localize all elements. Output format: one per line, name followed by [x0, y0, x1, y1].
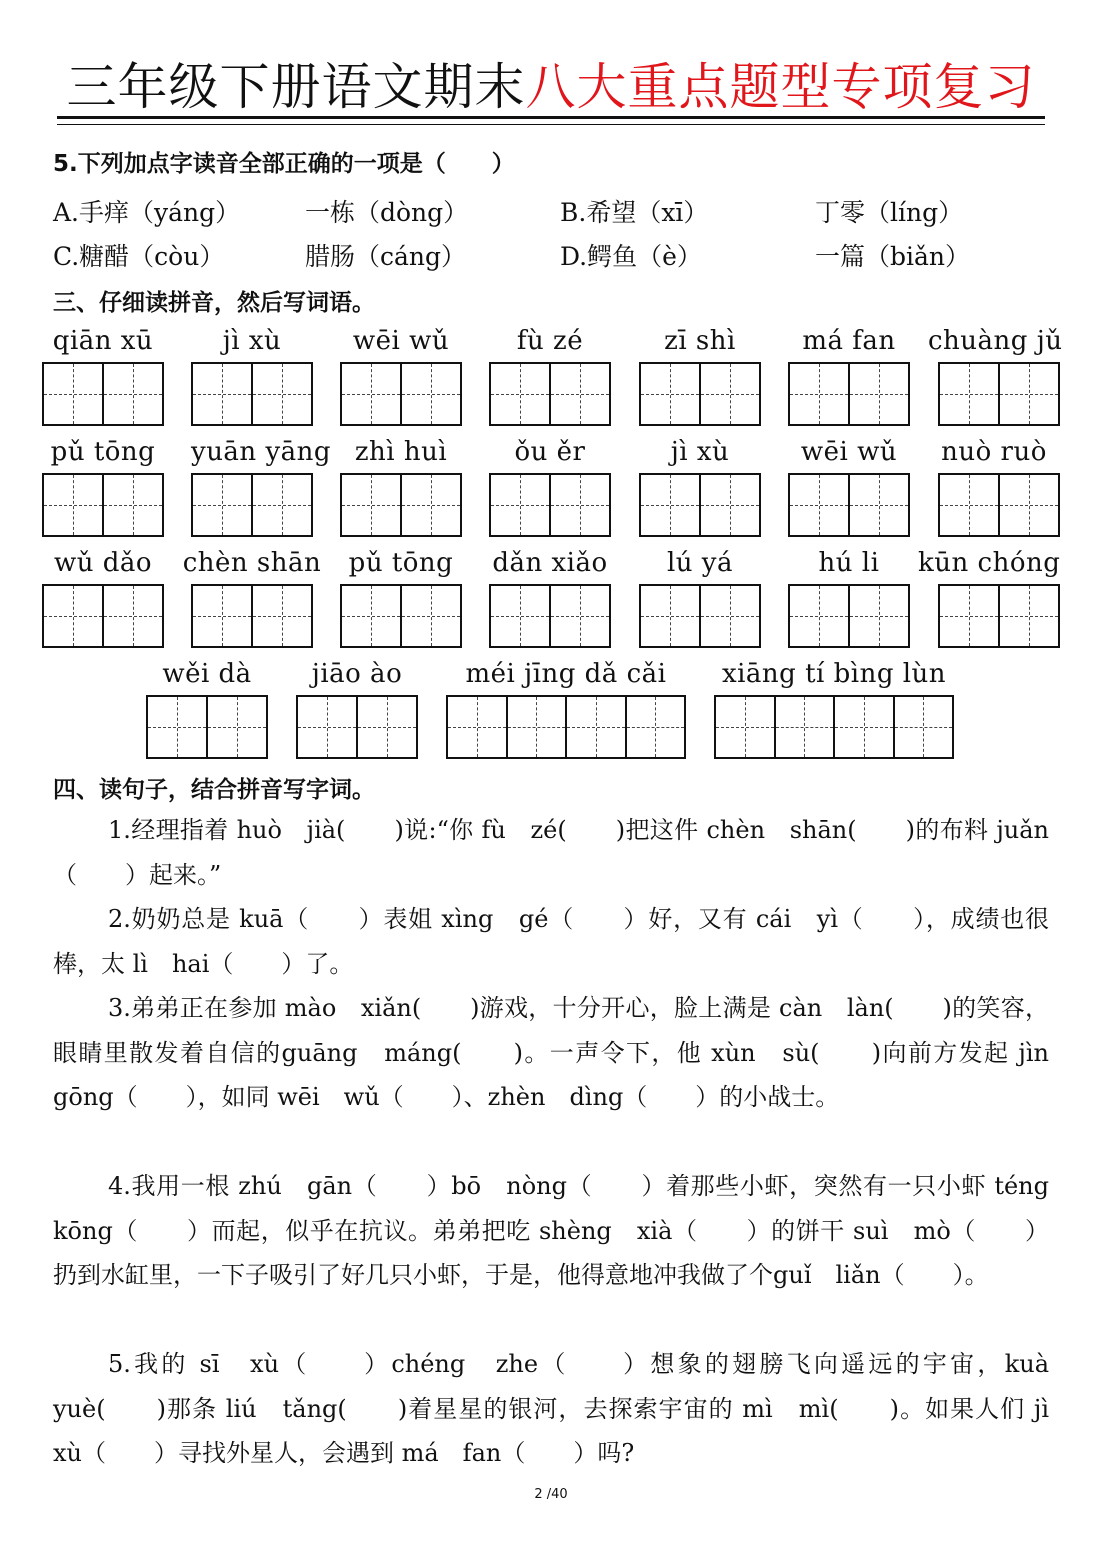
pinyin-label: chèn shān: [182, 548, 322, 578]
option-a-2: 一栋（dòng）: [305, 198, 469, 227]
writing-grid[interactable]: [146, 695, 268, 759]
writing-grid[interactable]: [938, 362, 1060, 426]
sentence-paragraph: 1.经理指着 huò jià( )说:“你 fù zé( )把这件 chèn shān( )的布料 juǎn（ ）起来。”: [53, 816, 1049, 889]
title-red: 八大重点题型专项复习: [525, 58, 1036, 116]
writing-grid[interactable]: [340, 584, 462, 648]
pinyin-label: má fan: [802, 326, 896, 356]
option-b-2: 丁零（líng）: [815, 198, 964, 227]
option-c-1: C.糖醋（còu）: [53, 242, 225, 271]
writing-grid[interactable]: [191, 473, 313, 537]
writing-grid[interactable]: [340, 362, 462, 426]
section4-heading: 四、读句子，结合拼音写字词。: [53, 777, 375, 803]
pinyin-label: pǔ tōng: [50, 437, 156, 467]
pinyin-label: méi jīng dǎ cǎi: [465, 659, 667, 689]
writing-grid[interactable]: [42, 362, 164, 426]
pinyin-label: jì xù: [670, 437, 730, 467]
writing-grid[interactable]: [191, 584, 313, 648]
writing-grid[interactable]: [788, 362, 910, 426]
writing-grid[interactable]: [296, 695, 418, 759]
writing-grid[interactable]: [340, 473, 462, 537]
pinyin-label: wěi dà: [162, 659, 252, 689]
pinyin-label: zī shì: [664, 326, 736, 356]
writing-grid[interactable]: [489, 362, 611, 426]
pinyin-label: xiāng tí bìng lùn: [721, 659, 947, 689]
option-c-2: 腊肠（cáng）: [305, 242, 467, 271]
section3-heading: 三、仔细读拼音，然后写词语。: [53, 290, 375, 316]
title-rule-thick: [57, 116, 1045, 119]
writing-grid[interactable]: [639, 584, 761, 648]
pinyin-label: jì xù: [222, 326, 282, 356]
writing-grid[interactable]: [191, 362, 313, 426]
pinyin-label: pǔ tōng: [348, 548, 454, 578]
pinyin-label: wēi wǔ: [352, 326, 450, 356]
pinyin-label: fù zé: [516, 326, 584, 356]
pinyin-label: wēi wǔ: [800, 437, 898, 467]
pinyin-label: ǒu ěr: [514, 437, 586, 467]
sentence-paragraph: 5.我的 sī xù（ ）chéng zhe（ ）想象的翅膀飞向遥远的宇宙，kuà yuè( )那条 liú tǎng( )着星星的银河，去探索宇宙的 mì mì( )。如果人们 jì xù（ ）寻找外星人，会遇到 má fan（ ）吗?: [53, 1350, 1073, 1467]
writing-grid[interactable]: [42, 584, 164, 648]
option-d-1: D.鳄鱼（è）: [560, 242, 702, 271]
page-title: [0, 52, 1102, 122]
pinyin-label: qiān xū: [52, 326, 154, 356]
sentence-paragraph: 2.奶奶总是 kuā（ ）表姐 xìng gé（ ）好，又有 cái yì（ ），成绩也很棒，太 lì hai（ ）了。: [53, 905, 1049, 978]
writing-grid[interactable]: [788, 584, 910, 648]
writing-grid[interactable]: [489, 473, 611, 537]
pinyin-label: chuàng jǔ: [928, 326, 1063, 356]
sentence-paragraph: 3.弟弟正在参加 mào xiǎn( )游戏，十分开心，脸上满是 càn làn( )的笑容，眼睛里散发着自信的guāng máng( )。一声令下，他 xùn sù( )向前方发起 jìn gōng（ ），如同 wēi wǔ（ ）、zhèn dìng（ ）的小战士。: [53, 994, 1073, 1111]
writing-grid[interactable]: [938, 584, 1060, 648]
writing-grid[interactable]: [639, 473, 761, 537]
writing-grid[interactable]: [788, 473, 910, 537]
pinyin-label: lú yá: [666, 548, 733, 578]
pinyin-label: dǎn xiǎo: [492, 548, 608, 578]
writing-grid[interactable]: [639, 362, 761, 426]
pinyin-label: wǔ dǎo: [53, 548, 153, 578]
pinyin-label: nuò ruò: [941, 437, 1047, 467]
sentence-paragraph: 4.我用一根 zhú gān（ ）bō nòng（ ）着那些小虾，突然有一只小虾 téng kōng（ ）而起，似乎在抗议。弟弟把吃 shèng xià（ ）的饼干 suì mò（ ）扔到水缸里，一下子吸引了好几只小虾，于是，他得意地冲我做了个guǐ liǎn（ ）。: [53, 1172, 1073, 1289]
option-b-1: B.希望（xī）: [560, 198, 709, 227]
writing-grid[interactable]: [446, 695, 686, 759]
writing-grid[interactable]: [489, 584, 611, 648]
writing-grid[interactable]: [938, 473, 1060, 537]
option-d-2: 一篇（biǎn）: [815, 242, 971, 271]
page-number: 2 /40: [534, 1487, 568, 1502]
title-black: 三年级下册语文期末: [66, 58, 526, 116]
writing-grid[interactable]: [42, 473, 164, 537]
pinyin-label: kūn chóng: [918, 548, 1061, 578]
question5-stem: 5.下列加点字读音全部正确的一项是（ ）: [53, 151, 515, 177]
title-rule-thin: [57, 124, 1045, 125]
option-a-1: A.手痒（yáng）: [53, 198, 241, 227]
pinyin-label: yuān yāng: [191, 437, 332, 467]
writing-grid[interactable]: [714, 695, 954, 759]
pinyin-label: zhì huì: [354, 437, 448, 467]
pinyin-label: jiāo ào: [311, 659, 403, 689]
pinyin-label: hú li: [818, 548, 880, 578]
